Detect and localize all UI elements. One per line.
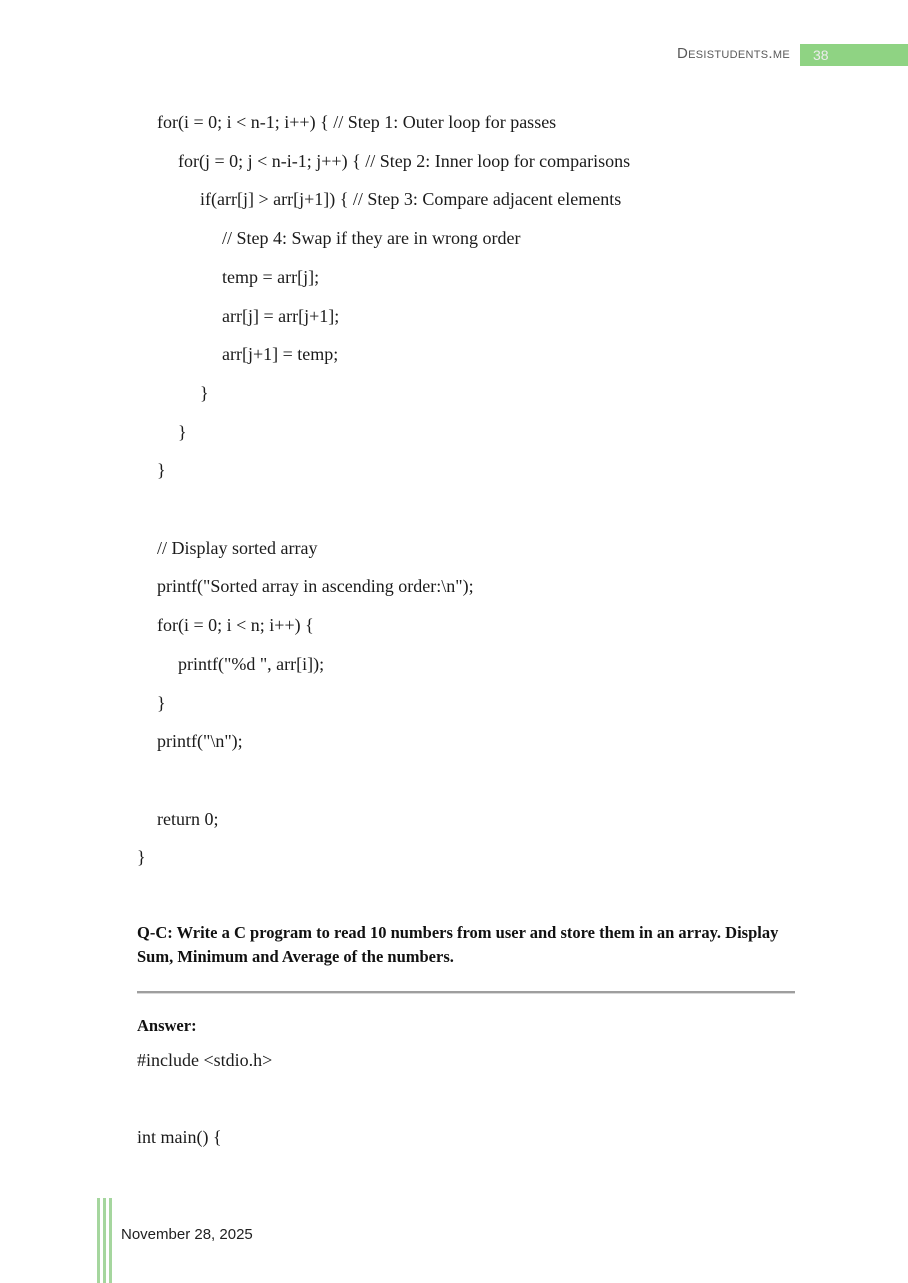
answer-label: Answer:	[137, 1016, 197, 1035]
footer-accent-lines	[97, 1198, 112, 1283]
code-line: printf("Sorted array in ascending order:\n");	[157, 576, 474, 597]
code-line: arr[j+1] = temp;	[222, 344, 339, 365]
code-line: arr[j] = arr[j+1];	[222, 305, 340, 326]
code-line: for(i = 0; i < n; i++) {	[157, 615, 314, 636]
code-line: }	[157, 460, 166, 481]
code-line-blank	[137, 761, 857, 800]
code-line: for(j = 0; j < n-i-1; j++) { // Step 2: Inner loop for comparisons	[178, 150, 631, 171]
accent-line	[97, 1198, 100, 1283]
code-line: }	[200, 382, 209, 403]
code-line: return 0;	[157, 808, 219, 829]
code-line: #include <stdio.h>	[137, 1050, 273, 1070]
code-line: temp = arr[j];	[222, 266, 320, 287]
code-line: }	[157, 692, 166, 713]
site-name: Desistudents.me	[676, 45, 790, 62]
accent-line	[103, 1198, 106, 1283]
code-line: if(arr[j] > arr[j+1]) { // Step 3: Compare adjacent elements	[200, 189, 622, 210]
code-line: }	[178, 421, 187, 442]
code-line: }	[137, 847, 146, 868]
code-line: printf("\n");	[157, 731, 243, 752]
page-number-badge	[800, 44, 908, 66]
code-line-blank	[137, 1080, 857, 1119]
answer-code-block	[137, 1041, 857, 1157]
code-line: int main() {	[137, 1127, 222, 1148]
code-line: for(i = 0; i < n-1; i++) { // Step 1: Outer loop for passes	[157, 112, 557, 132]
code-line-blank	[137, 490, 857, 529]
code-line: // Step 4: Swap if they are in wrong order	[222, 228, 521, 249]
footer-date: November 28, 2025	[121, 1226, 253, 1243]
question-text: Q-C: Write a C program to read 10 numbers from user and store them in an array. Display Sum, Minimum and Average of the numbers.	[137, 923, 779, 966]
section-divider	[137, 991, 795, 994]
code-block-bubble-sort	[137, 103, 857, 877]
code-line: printf("%d ", arr[i]);	[178, 653, 325, 674]
accent-line	[109, 1198, 112, 1283]
code-line: // Display sorted array	[157, 537, 318, 558]
page-number: 38	[813, 47, 829, 63]
